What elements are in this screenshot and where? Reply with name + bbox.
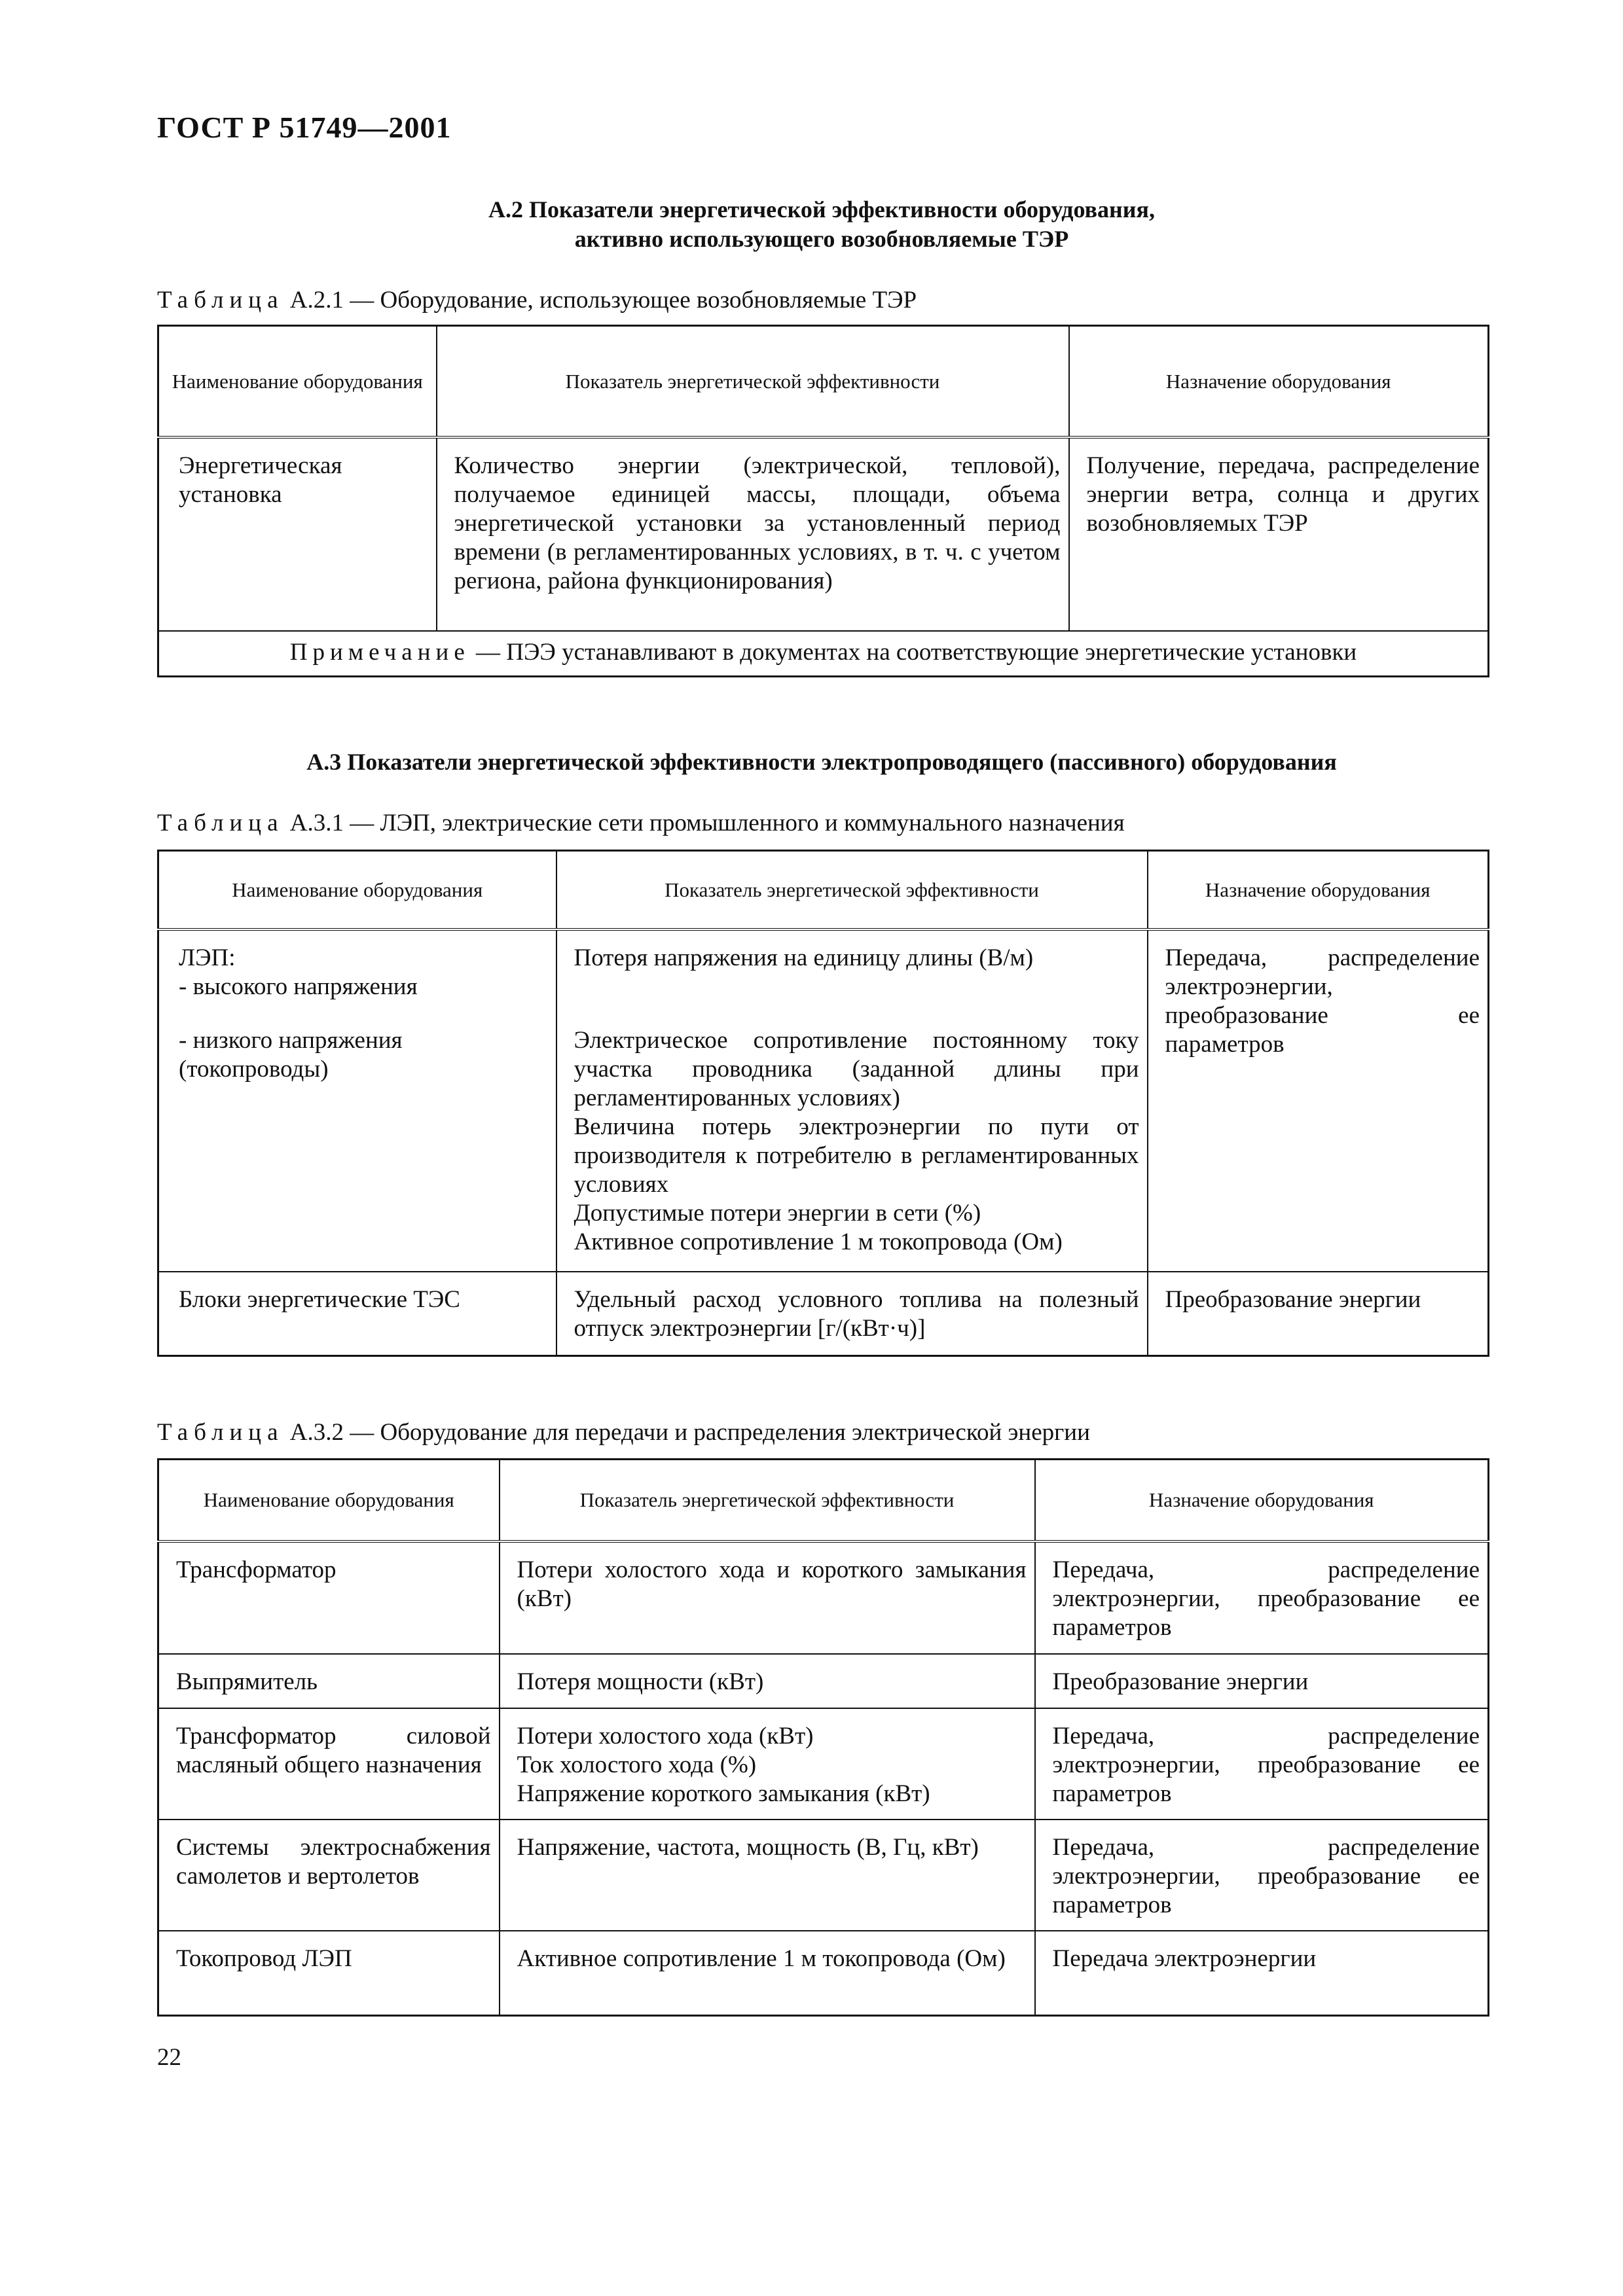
table-header-row (158, 326, 1489, 437)
column-header: Назначение оборудования (1205, 878, 1431, 901)
cell-name: Энергетическая установка (179, 452, 342, 508)
caption-prefix: Таблица (157, 1419, 284, 1446)
cell-name: Трансформатор силовой масляный общего назначения (176, 1722, 491, 1778)
cell-indicator: Активное сопротивление 1 м токопровода (Ом) (517, 1945, 1006, 1972)
table-note-row (158, 631, 1489, 677)
cell-name: Выпрямитель (176, 1668, 318, 1695)
table-row (158, 1931, 1489, 2016)
cell-line: Допустимые потери энергии в сети (%) (574, 1199, 981, 1227)
table-row (158, 1272, 1489, 1356)
cell-line: - низкого напряжения (токопроводы) (179, 1026, 403, 1083)
table-header-row (158, 1460, 1489, 1541)
section-a3-title: А.3 Показатели энергетической эффективности электропроводящего (пассивного) оборудования (306, 749, 1337, 775)
column-header: Назначение оборудования (1148, 1488, 1374, 1512)
table-row (158, 929, 1489, 1272)
table-a32-caption (157, 1418, 1090, 1447)
cell-purpose: Передача, распределение электроэнергии, преобразование ее параметров (1052, 1722, 1480, 1807)
cell-line: ЛЭП: (179, 944, 236, 971)
table-row (158, 437, 1489, 631)
cell-line: Ток холостого хода (%) (517, 1751, 757, 1778)
column-header: Показатель энергетической эффективности (556, 851, 1148, 929)
cell-purpose: Передача, распределение электроэнергии, преобразование ее параметров (1052, 1556, 1480, 1641)
table-row (158, 1541, 1489, 1654)
cell-indicator: Потери холостого хода и короткого замыкания (кВт) (517, 1556, 1027, 1612)
cell-line: Потери холостого хода (кВт) (517, 1722, 814, 1749)
page-number: 22 (157, 2044, 181, 2071)
cell-name: Трансформатор (176, 1556, 337, 1583)
table-row (158, 1654, 1489, 1708)
cell-indicator: Напряжение, частота, мощность (В, Гц, кВт) (517, 1833, 979, 1861)
document-header: ГОСТ Р 51749—2001 (157, 111, 452, 144)
table-a21-caption (157, 285, 917, 315)
cell-indicator (500, 1709, 1034, 1816)
table-note (158, 631, 1489, 677)
caption-text: А.2.1 — Оборудование, использующее возобновляемые ТЭР (289, 287, 917, 314)
cell-line: Электрическое сопротивление постоянному току участка проводника (заданной длины при регламентированных условиях) (574, 1026, 1139, 1111)
column-header: Наименование оборудования (158, 326, 437, 437)
column-header: Наименование оборудования (158, 851, 556, 929)
cell-name: Блоки энергетические ТЭС (179, 1285, 460, 1313)
caption-prefix: Таблица (157, 810, 284, 836)
table-header-row (158, 851, 1489, 929)
cell-purpose: Передача, распределение электроэнергии, преобразование ее параметров (1165, 944, 1480, 1058)
table-a31-caption (157, 808, 1125, 838)
column-header: Наименование оборудования (158, 1460, 500, 1541)
cell-purpose: Преобразование энергии (1165, 1285, 1421, 1313)
cell-name (159, 931, 556, 1092)
cell-purpose: Получение, передача, распределение энергии ветра, солнца и других возобновляемых ТЭР (1086, 452, 1480, 537)
section-a2-title-line2: активно использующего возобновляемые ТЭР (574, 226, 1069, 252)
cell-purpose: Передача электроэнергии (1052, 1945, 1317, 1972)
cell-name: Токопровод ЛЭП (176, 1945, 352, 1972)
cell-indicator: Количество энергии (электрической, тепловой), получаемое единицей массы, площади, объема энергетической установки за установленный период времени (в регламентированных условиях, в т. ч. с учетом региона, района функционирования) (454, 452, 1061, 594)
caption-text: А.3.1 — ЛЭП, электрические сети промышленного и коммунального назначения (289, 810, 1125, 836)
table-a32 (157, 1458, 1489, 2017)
caption-prefix: Таблица (157, 287, 284, 314)
column-header: Показатель энергетической эффективности (437, 326, 1069, 437)
note-label: Примечание (289, 638, 470, 666)
cell-line: Напряжение короткого замыкания (кВт) (517, 1780, 930, 1807)
table-row (158, 1820, 1489, 1931)
section-a2-title (157, 195, 1486, 254)
table-a21 (157, 325, 1489, 677)
note-text: — ПЭЭ устанавливают в документах на соответствующие энергетические установки (476, 638, 1357, 666)
cell-line: - высокого напряжения (179, 973, 418, 1000)
cell-indicator: Удельный расход условного топлива на полезный отпуск электроэнергии [г/(кВт·ч)] (574, 1285, 1139, 1342)
cell-line: Активное сопротивление 1 м токопровода (Ом) (574, 1228, 1063, 1255)
column-header: Показатель энергетической эффективности (500, 1460, 1035, 1541)
cell-line: Потеря напряжения на единицу длины (В/м) (574, 944, 1034, 971)
cell-purpose: Передача, распределение электроэнергии, преобразование ее параметров (1052, 1833, 1480, 1918)
caption-text: А.3.2 — Оборудование для передачи и распределения электрической энергии (289, 1419, 1090, 1446)
cell-name: Системы электроснабжения самолетов и вертолетов (176, 1833, 491, 1890)
table-a31 (157, 850, 1489, 1357)
section-a2-title-line1: А.2 Показатели энергетической эффективности оборудования, (488, 196, 1156, 223)
table-row (158, 1708, 1489, 1820)
cell-line: Величина потерь электроэнергии по пути от производителя к потребителю в регламентированных условиях (574, 1113, 1139, 1198)
cell-indicator (557, 931, 1147, 1265)
cell-purpose: Преобразование энергии (1052, 1668, 1309, 1695)
column-header: Назначение оборудования (1165, 369, 1391, 393)
cell-indicator: Потеря мощности (кВт) (517, 1668, 764, 1695)
